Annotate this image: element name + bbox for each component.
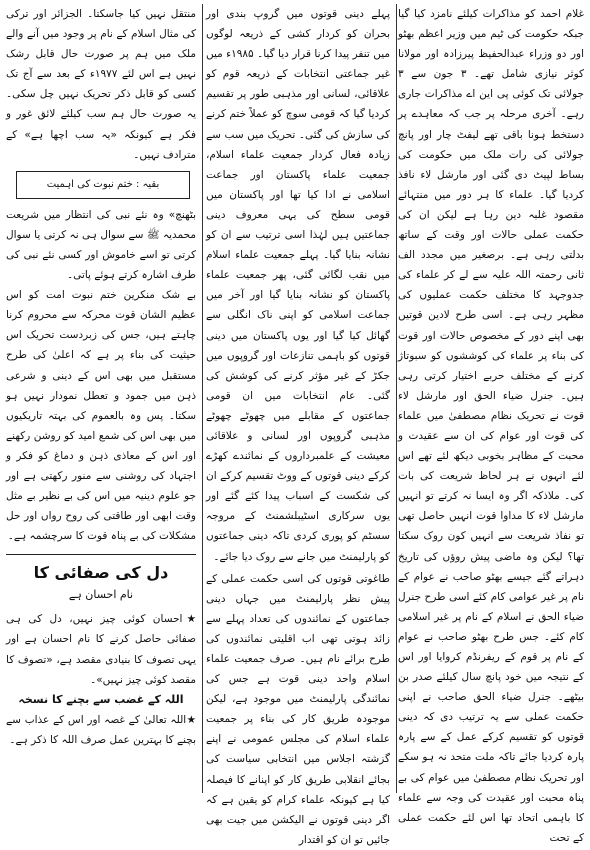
section-paragraph: ★اللہ تعالیٰ کے غصہ اور اس کے عذاب سے بچنے کا بہترین عمل صرف اللہ کا ذکر ہے۔ xyxy=(6,713,196,746)
left-column-paragraph: بٹھنچ» وہ نئے نبی کی انتظار میں شریعت محمدیہ ﷺ سے سوال ہی نہ کرتی یا سوال کرتی تو اسے خاموش اور کسی نئے نبی کی طرف اشارہ کرتے ہوئے پاتی۔ xyxy=(6,208,196,282)
left-column-paragraph: بے شک منکرین ختم نبوت امت کو اس عظیم الشان قوت محرکہ سے محروم کرنا چاہتے ہیں، جس کی زبردست تحریک اس حیثیت کی بناء پر ہے کہ اعلیٰ کی طرح مستقبل میں بھی اس کے دینی و شرعی ذہن میں جمود و تعطل نمودار نہیں ہو سکتا۔ پس وہ بالعموم کی بہتہ تاریکیوں میں بھی اس کی شمع امید کو روشن رکھنے اور اس کے معاذی ذہن و دماغ کو فکر و اجتہاد کی روشنی سے منور رکھتی ہے اور جو علوم دینیہ میں اس کی بے نظیر بے مثل وقت ابھی اور طاقتی کی روح رواں اور حل مشکلات کی بے پناہ قوت کا سرچشمہ ہے۔ xyxy=(6,289,196,543)
middle-column-paragraph: طاغوتی قوتوں کی اسی حکمت عملی کے پیش نظر پارلیمنٹ میں جہاں دینی جماعتوں کے نمائندوں کی تعداد پہلے سے زائد ہوتی تھی اب اقلیتی نمائندوں کی طرح برائے نام ہیں۔ صرف جمعیت علماء اسلام واحد دینی قوت ہے جس کی نمائندگی پارلیمنٹ میں موجود ہے، لیکن موجودہ طریق کار کی بناء پر جمعیت علماء اسلام کی مجلس عمومی نے اپنے گزشتہ اجلاس میں انتخابی سیاست کی بجائے انقلابی طریق کار کو اپنانے کا فیصلہ کیا ہے کیونکہ علماء کرام کو یقین ہے کہ اگر دینی قوتوں نے الیکشن میں جیت بھی جائیں تو ان کو اقتدار xyxy=(206,572,390,846)
right-column xyxy=(398,4,584,848)
column-divider xyxy=(396,4,397,793)
middle-column-paragraph: پہلے دینی قوتوں میں گروپ بندی اور بحران کو کردار کشی کے ذریعہ لوگوں میں تنفر پیدا کرنا قرار دیا گیا۔ ۱۹۸۵ء میں غیر جماعتی انتخابات کے ذریعہ قوم کو علاقائی، لسانی اور مذہبی طور پر تقسیم کردیا گیا کہ قومی سوچ کو عملاً ختم کرنے کی سازش کی گئی۔ تحریک میں سب سے زیادہ فعال کردار جمعیت علماء اسلام، جمعیت علماء پاکستان اور جماعت اسلامی نے ادا کیا تھا اور پاکستان میں قومی سطح کی یہی معروف دینی جماعتیں ہیں لہٰذا اسی ترتیب سے ان کو نشانہ بنایا گیا۔ پہلے جمعیت علماء اسلام میں نقب لگائی گئی، پھر جمعیت علماء پاکستان کو نشانہ بنایا گیا اور آخر میں جماعت اسلامی کو اپنی ناک انگلی سے گھائل کیا گیا اور یوں پاکستان میں دینی قوتوں کو باہمی تنازعات اور گروپوں میں جکڑ کے غیر مؤثر کرنے کی کوشش کی گئی۔ عام انتخابات میں ان قومی جماعتوں کے مقابلے میں چھوٹے چھوٹے مذہبی گروپوں اور لسانی و علاقائی معیشت کے علمبرداروں کے نمائندے کھڑے کرکے دینی قوتوں کے ووٹ تقسیم کرکے ان کی شکست کے اسباب پیدا کئے گئے اور یوں سرکاری اسٹیبلشمنٹ کے مروجہ سسٹم کو پوری کردی تاکہ دینی جماعتوں کو پارلیمنٹ میں جانے سے روک دیا جائے۔ xyxy=(206,8,390,563)
section-paragraph: ★احسان کوئی چیز نہیں، دل کی ہی صفائی حاصل کرنے کا نام احسان ہے اور یہی تصوف کا بنیادی مقصد ہے، «تصوف کا مقصد کوئی چیز نہیں»۔ xyxy=(6,613,196,686)
left-column-paragraph: منتقل نہیں کیا جاسکتا۔ الجزائر اور ترکی کی مثال اسلام کے نام پر وجود میں آنے والے ملک میں ہم پر صورت حال قابل رشک نہیں ہے اس لئے ۱۹۷۷ء کے بعد سے آج تک کسی کو قابل ذکر تحریک نہیں چل سکی۔ یہ صورت حال ہم سب کیلئے لائق غور و فکر ہے کیونکہ «یہ سب اچھا ہے» کے مترادف نہیں۔ xyxy=(6,8,196,161)
middle-column xyxy=(206,4,390,850)
left-column xyxy=(6,4,196,750)
section-tagline: اللہ کے غضب سے بچنے کا نسخہ xyxy=(18,692,184,706)
continued-article-box xyxy=(16,171,190,199)
column-divider xyxy=(202,4,203,793)
section-divider xyxy=(6,554,196,555)
section-subheading: نام احسان ہے xyxy=(68,588,134,602)
section-heading: دل کی صفائی کا xyxy=(33,563,169,583)
continued-article-title: بقیہ : ختم نبوت کی اہمیت xyxy=(46,178,160,190)
right-column-paragraph: غلام احمد کو مذاکرات کیلئے نامزد کیا گیا جبکہ حکومت کی ٹیم میں وزیر اعظم بھٹو اور دو وزراء عبدالحفیظ پیرزادہ اور مولانا کوثر نیازی شامل تھے۔ ۳ جون سے ۳ جولائی تک کوئی پی این اے مذاکرات جاری رہے۔ آخری مرحلہ پر جب کہ معاہدے پر دستخط ہونا باقی تھے لیفٹ چار اور پانچ جولائی کی رات ملک میں حکومت کی بساط لپیٹ دی گئی اور مارشل لاء نافذ کردیا گیا۔ علماء کا ہر دور میں منتہائے مقصود غلبہ دین رہا ہے لیکن ان کی حکمت عملی حالات اور وقت کے ساتھ بدلتی رہی ہے۔ برصغیر میں مجدد الف ثانی رحمتہ اللہ علیہ سے لے کر علماء کی جدوجہد کا مختلف حکمت عملیوں کی مظہر رہی ہے۔ اسی طرح لادین قوتیں بھی اپنے دور کے مخصوص حالات اور قوت کی بناء پر علماء کی کوششوں کو سبوتاژ کرنے کے مختلف حربے اختیار کرتی رہی ہیں۔ جنرل ضیاء الحق اور مارشل لاء قوت نے تحریک نظام مصطفیٰ میں علماء کی قوت اور عوام کی ان سے عقیدت و محبت کے مظاہر بخوبی دیکھ لئے تھے اس لئے انہوں نے ہر لحاظ شریعت کی بات کی۔ ملاذکہ اگر وہ ایسا نہ کرتے تو انہیں مارشل لاء کا مداوا قوت انہیں حاصل تھی تو نفاذ شریعت سے انہیں کون روک سکتا تھا؟ لیکن وہ ماضی پیش روؤں کی تاریخ دہراتے گئے جیسے بھٹو صاحب نے عوام کے نام پر غیر عوامی کام کئے اسی طرح جنرل ضیاء الحق نے اسلام کے نام پر غیر اسلامی کام کئے۔ جس طرح بھٹو صاحب نے عوام کے نام پر قوم کے ریفرنڈم کروایا اور اس کے نتیجہ میں خود پانچ سال کیلئے صدر بن بیٹھے۔ جنرل ضیاء الحق صاحب نے اپنی حکمت عملی سے یہ ترتیب دی کہ دینی قوتوں کو تقسیم کرکے عمل کے سے پارہ پارہ کردیا جائے تاکہ ملت متحد نہ ہو سکے اور تحریک نظام مصطفیٰ میں عوام کی بے پناہ محبت اور عقیدت کی وجہ سے علماء کا باہمی اتحاد تھا اس لئے حکمت عملی کے تحت xyxy=(398,8,584,844)
